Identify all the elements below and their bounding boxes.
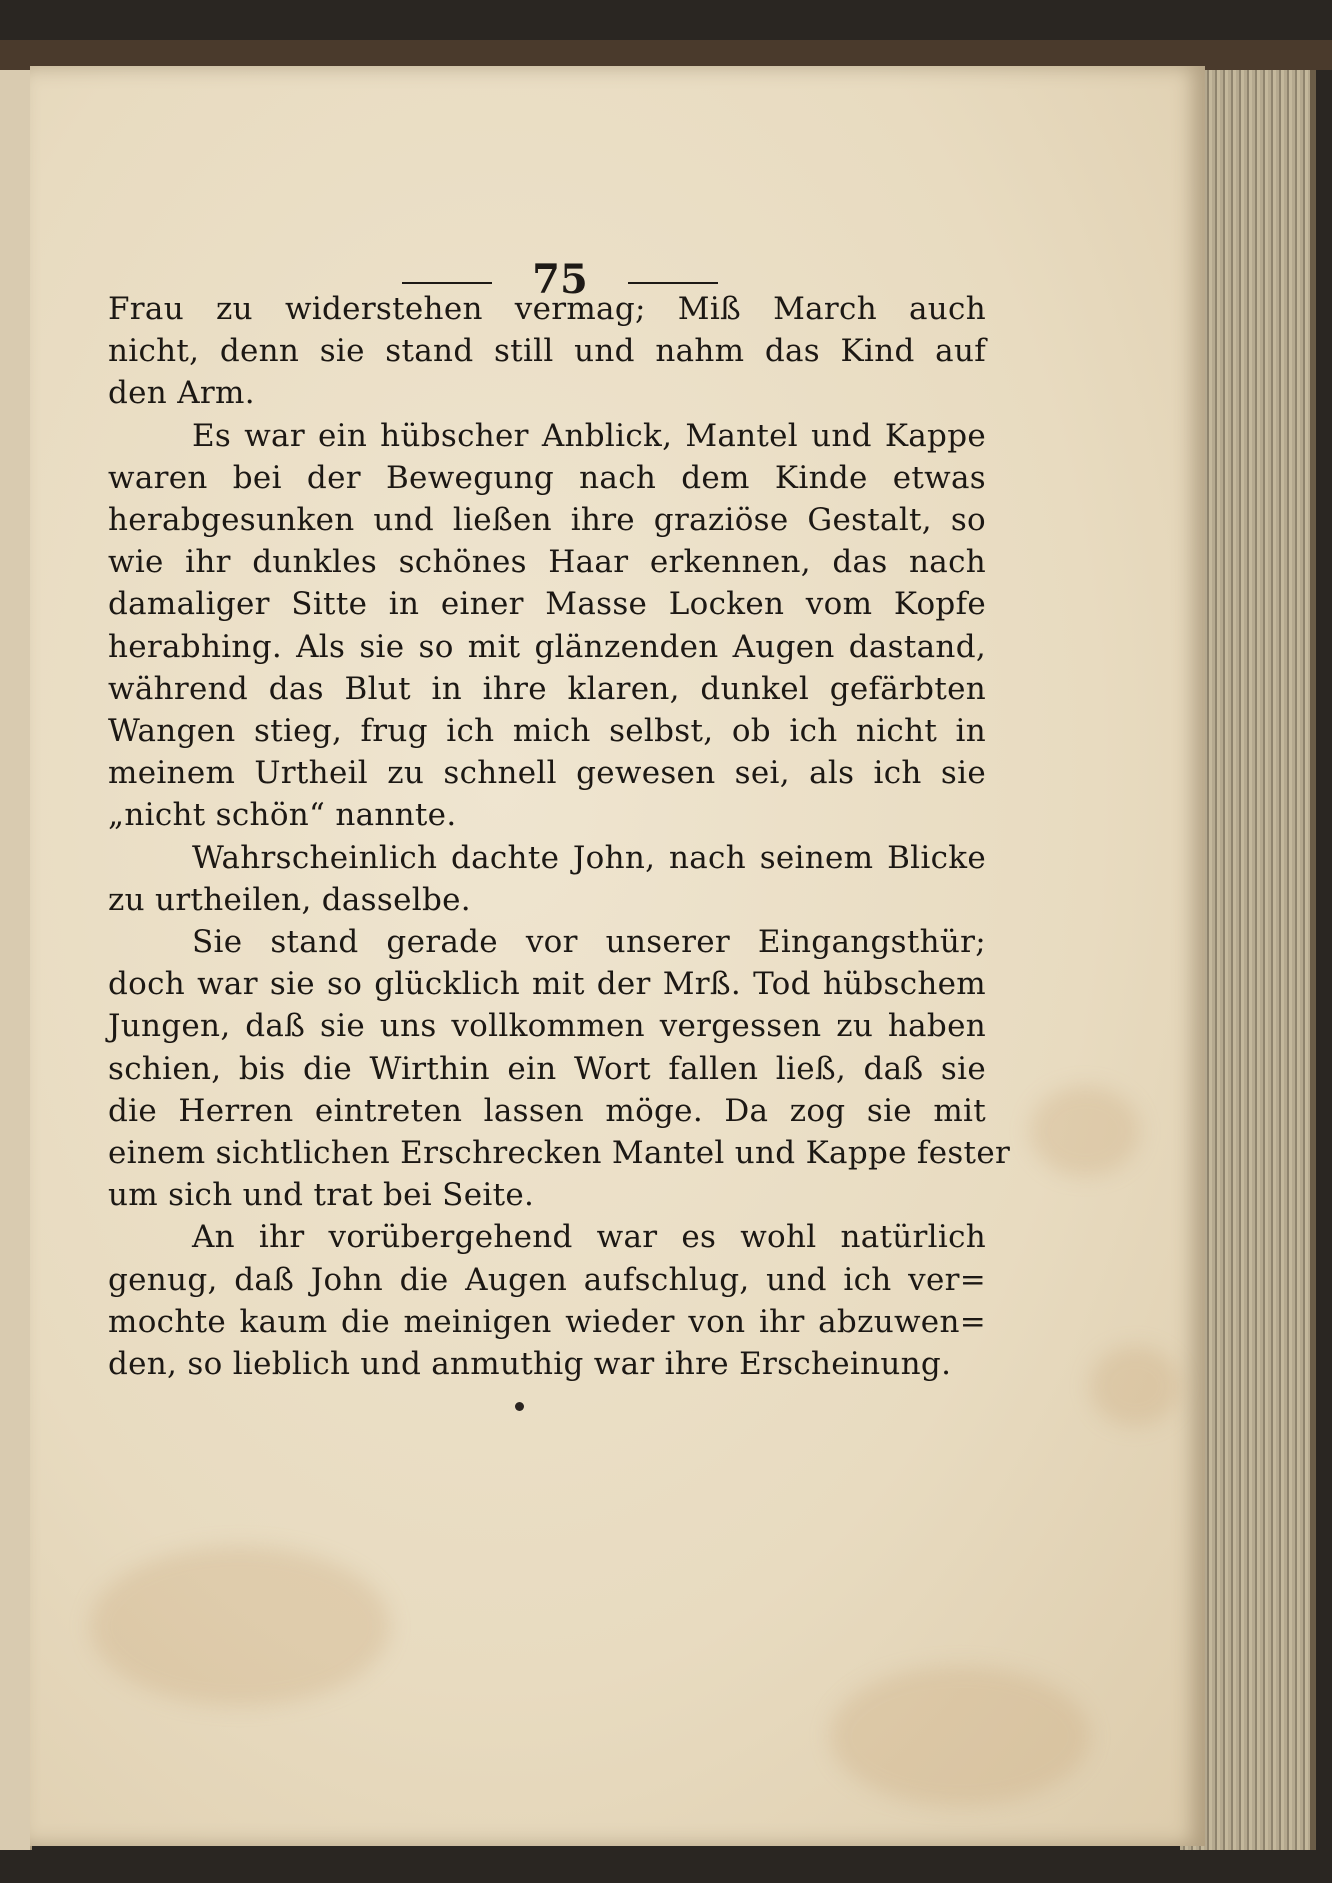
stain	[830, 1666, 1090, 1806]
paragraph	[108, 921, 1011, 1216]
text-line: doch war sie so glücklich mit der Mrß. Tod hübschem	[108, 966, 986, 1003]
text-line: wie ihr dunkles schönes Haar erkennen, das nach	[108, 544, 986, 581]
paragraph	[108, 1216, 986, 1385]
text-line: während das Blut in ihre klaren, dunkel gefärbten	[108, 670, 986, 707]
stain	[1030, 1086, 1140, 1176]
text-line: um sich und trat bei Seite.	[108, 1177, 535, 1214]
text-line: den Arm.	[108, 375, 255, 412]
text-line: waren bei der Bewegung nach dem Kinde etwas	[108, 459, 986, 496]
stain	[90, 1546, 390, 1706]
text-line: Es war ein hübscher Anblick, Mantel und Kappe	[192, 417, 986, 454]
paragraph	[108, 288, 986, 415]
book-page	[30, 66, 1205, 1846]
page-number: 75	[532, 256, 588, 303]
text-line: „nicht schön“ nannte.	[108, 797, 457, 834]
text-line: schien, bis die Wirthin ein Wort fallen ließ, daß sie	[108, 1050, 986, 1087]
text-line: Wahrscheinlich dachte John, nach seinem Blicke	[192, 839, 986, 876]
text-line: Jungen, daß sie uns vollkommen vergessen zu haben	[108, 1008, 986, 1045]
text-line: Wangen stieg, frug ich mich selbst, ob ich nicht in	[108, 713, 986, 750]
text-line: einem sichtlichen Erschrecken Mantel und Kappe fester	[108, 1135, 1011, 1172]
text-line: den, so lieblich und anmuthig war ihre Erscheinung.	[108, 1346, 952, 1383]
header-dash-left	[402, 282, 492, 284]
text-line: mochte kaum die meinigen wieder von ihr abzuwen=	[108, 1303, 986, 1340]
text-line: Sie stand gerade vor unserer Eingangsthür;	[192, 924, 986, 961]
left-page-edge	[0, 70, 32, 1850]
body-text	[108, 288, 1011, 1385]
text-line: meinem Urtheil zu schnell gewesen sei, als ich sie	[108, 755, 986, 792]
text-line: nicht, denn sie stand still und nahm das Kind auf	[108, 333, 986, 370]
text-line: herabgesunken und ließen ihre graziöse Gestalt, so	[108, 502, 986, 539]
footer-dot	[515, 1402, 524, 1411]
text-line: zu urtheilen, dasselbe.	[108, 881, 471, 918]
text-line: genug, daß John die Augen aufschlug, und ich ver=	[108, 1261, 986, 1298]
text-line: die Herren eintreten lassen möge. Da zog sie mit	[108, 1092, 986, 1129]
text-line: damaliger Sitte in einer Masse Locken vom Kopfe	[108, 586, 986, 623]
stain	[1090, 1346, 1180, 1426]
header-dash-right	[628, 282, 718, 284]
paragraph	[108, 837, 986, 921]
paragraph	[108, 415, 986, 837]
text-line: herabhing. Als sie so mit glänzenden Augen dastand,	[108, 628, 986, 665]
text-line: An ihr vorübergehend war es wohl natürlich	[192, 1219, 986, 1256]
text-line: Frau zu widerstehen vermag; Miß March auch	[108, 291, 986, 327]
